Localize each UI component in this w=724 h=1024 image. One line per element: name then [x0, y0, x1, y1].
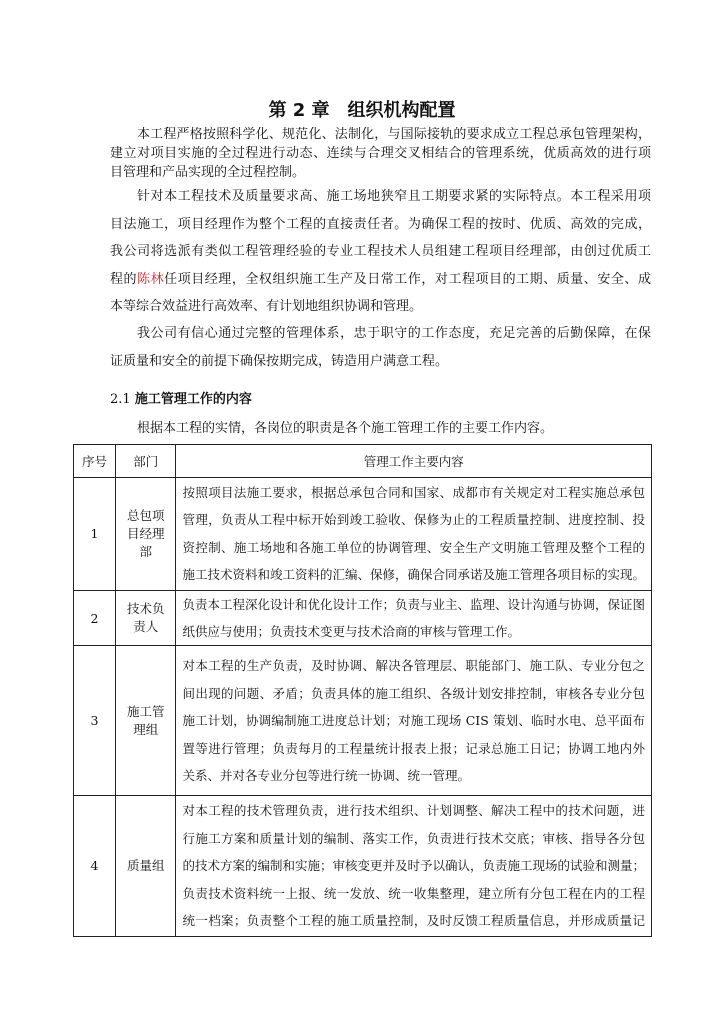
- content-line: 按照项目法施工要求，根据总承包合同和国家、成都市有关规定对工程实施总承包: [182, 485, 645, 500]
- header-cell: 管理工作主要内容: [176, 445, 652, 478]
- content-line: 负责本工程深化设计和优化设计工作；负责与业主、监理、设计沟通与协调，保证图: [182, 596, 645, 612]
- department-cell: [116, 796, 176, 936]
- paragraph-line-with-name: [110, 272, 651, 288]
- table-row: [74, 646, 652, 796]
- dept-line: 部: [139, 543, 153, 559]
- paragraph-line: 本工程严格按照科学化、规范化、法制化，与国际接轨的要求成立工程总承包管理架构，: [137, 127, 651, 142]
- paragraph-line: 建立对项目实施的全过程进行动态、连续与合理交叉相结合的管理系统，优质高效的进行项: [110, 146, 651, 161]
- dept-line: 理组: [133, 721, 159, 737]
- header-cell: 序号: [74, 445, 116, 478]
- dept-line: 技术负: [127, 601, 165, 617]
- content-line: 纸供应与使用；负责技术变更与技术洽商的审核与管理工作。: [182, 624, 520, 640]
- content-line: 负责技术资料统一上报、统一发放、统一收集整理，建立所有分包工程在内的工程: [182, 885, 645, 901]
- table-row: [74, 590, 652, 646]
- text: 程的: [110, 272, 138, 287]
- dept-line: 总包项: [127, 507, 165, 523]
- section-title: 施工管理工作的内容: [134, 392, 252, 407]
- paragraph-line: 目法施工，项目经理作为整个工程的直接责任者。为确保工程的按时、优质、高效的完成，: [110, 217, 651, 232]
- row-number: 3: [74, 646, 116, 796]
- content-cell: [176, 478, 652, 591]
- department-cell: [116, 478, 176, 591]
- paragraph-line: 我公司将选派有类似工程管理经验的专业工程技术人员组建工程项目经理部，由创过优质工: [110, 244, 651, 259]
- content-line: 对本工程的生产负责，及时协调、解决各管理层、职能部门、施工队、专业分包之: [182, 658, 645, 674]
- dept-line: 责人: [133, 619, 159, 635]
- content-line: 对本工程的技术管理负责，进行技术组织、计划调整、解决工程中的技术问题，进: [182, 803, 645, 819]
- content-line: 间出现的问题、矛盾；负责具体的施工组织、各级计划安排控制，审核各专业分包: [182, 685, 645, 701]
- content-line: 关系、并对各专业分包等进行统一协调、统一管理。: [182, 768, 470, 784]
- content-cell: [176, 590, 652, 646]
- table-row: [74, 478, 652, 591]
- intro-text: 根据本工程的实情，各岗位的职责是各个施工管理工作的主要工作内容。: [137, 421, 554, 436]
- row-number: 4: [74, 796, 116, 936]
- content-line: 置等进行管理；负责每月的工程量统计报表上报；记录总施工日记；协调工地内外: [182, 740, 645, 756]
- content-line: 行施工方案和质量计划的编制、落实工作，负责进行技术交底；审核、指导各分包: [182, 830, 645, 846]
- table-row: [74, 796, 652, 936]
- content-cell: [176, 646, 652, 796]
- row-number: 1: [74, 478, 116, 591]
- dept-line: 质量组: [127, 857, 165, 873]
- header-cell: 部门: [116, 445, 176, 478]
- dept-line: 施工管: [127, 703, 165, 719]
- content-line: 施工技术资料和竣工资料的汇编、保修，确保合同承诺及施工管理各项目标的实现。: [182, 567, 645, 583]
- content-line: 资控制、施工场地和各施工单位的协调管理、安全生产文明施工管理及整个工程的: [182, 539, 645, 555]
- department-cell: [116, 590, 176, 646]
- content-line: 管理，负责从工程中标开始到竣工验收、保修为止的工程质量控制、进度控制、投: [182, 512, 645, 528]
- paragraph-line: 证质量和安全的前提下确保按期完成，铸造用户满意工程。: [110, 354, 449, 369]
- paragraph-line: 针对本工程技术及质量要求高、施工场地狭窄且工期要求紧的实际特点。本工程采用项: [137, 189, 651, 204]
- department-cell: [116, 646, 176, 796]
- content-line: 的技术方案的编制和实施；审核变更并及时予以确认，负责施工现场的试验和测量；: [182, 858, 645, 874]
- content-line: 施工计划，协调编制施工进度总计划；对施工现场 CIS 策划、临时水电、总平面布: [182, 713, 645, 729]
- management-table: [73, 444, 652, 937]
- content-line: 统一档案；负责整个工程的施工质量控制，及时反馈工程质量信息，并形成质量记: [182, 913, 645, 929]
- section-number: 2.1: [110, 392, 131, 407]
- paragraph-line: 本等综合效益进行高效率、有计划地组织协调和管理。: [110, 299, 423, 314]
- paragraph-line: 我公司有信心通过完整的管理体系，忠于职守的工作态度，充足完善的后勤保障，在保: [137, 326, 651, 341]
- section-heading: [110, 388, 252, 407]
- project-manager-name: 陈林: [137, 272, 165, 287]
- paragraph-line: 目管理和产品实现的全过程控制。: [110, 165, 306, 180]
- table-header-row: [74, 445, 652, 478]
- dept-line: 目经理: [127, 525, 165, 541]
- chapter-title: 第 2 章 组织机构配置: [268, 100, 456, 121]
- content-cell: [176, 796, 652, 936]
- row-number: 2: [74, 590, 116, 646]
- text: 任项目经理，全权组织施工生产及日常工作，对工程项目的工期、质量、安全、成: [164, 272, 651, 287]
